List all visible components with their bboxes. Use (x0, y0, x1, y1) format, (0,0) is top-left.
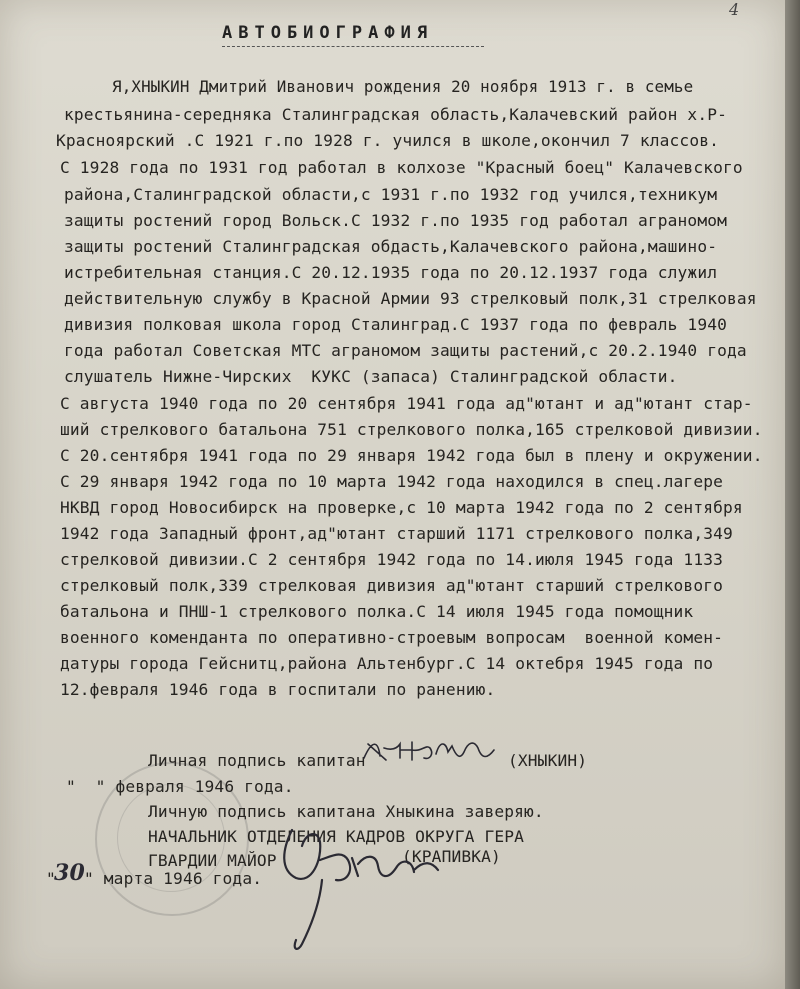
body-line: слушатель Нижне-Чирских КУКС (запаса) Сталинградской области. (64, 367, 678, 386)
certify-line: Личную подпись капитана Хныкина заверяю. (148, 802, 544, 821)
body-line: С 1928 года по 1931 год работал в колхозе "Красный боец" Калачевского (60, 158, 743, 177)
body-line: защиты ростений Сталинградская обдасть,Калачевского района,машино- (64, 237, 718, 256)
body-line: 1942 года Западный фронт,ад"ютант старший 1171 стрелкового полка,349 (60, 524, 733, 543)
body-line: стрелковой дивизии.С 2 сентября 1942 года по 14.июля 1945 года 1133 (60, 550, 724, 569)
body-line: стрелковый полк,339 стрелковая дивизия ад"ютант старший стрелкового (60, 576, 724, 595)
body-line: ший стрелкового батальона 751 стрелкового полка,165 стрелковой дивизии. (60, 420, 763, 439)
body-line: действительную службу в Красной Армии 93 стрелковый полк,31 стрелковая (64, 289, 757, 308)
body-line: батальона и ПНШ-1 стрелкового полка.С 14 июля 1945 года помощник (60, 602, 694, 621)
body-line: дивизия полковая школа город Сталинград.С 1937 года по февраль 1940 (64, 315, 728, 334)
body-line: крестьянина-середняка Сталинградская область,Калачевский район х.Р- (64, 105, 728, 124)
body-line: района,Сталинградской области,с 1931 г.по 1932 год учился,техникум (64, 185, 718, 204)
signature-name: (ХНЫКИН) (508, 751, 588, 770)
body-line: истребительная станция.С 20.12.1935 года по 20.12.1937 года служил (64, 263, 718, 282)
body-line: Я,ХНЫКИН Дмитрий Иванович рождения 20 ноября 1913 г. в семье (112, 77, 694, 96)
body-line: 12.февраля 1946 года в госпитали по ранению. (60, 680, 496, 699)
body-line: С 20.сентября 1941 года по 29 января 1942 года был в плену и окружении. (60, 446, 763, 465)
official-name: (КРАПИВКА) (402, 847, 501, 866)
body-line: Красноярский .С 1921 г.по 1928 г. учился в школе,окончил 7 классов. (56, 131, 720, 150)
date-line-march-prefix: " (46, 869, 56, 888)
date-line-march-day: 30 (54, 860, 85, 886)
body-line: защиты ростений город Вольск.С 1932 г.по 1935 год работал аграномом (64, 211, 728, 230)
body-line: военного коменданта по оперативно-строевым вопросам военной комен- (60, 628, 724, 647)
signature-label: Личная подпись капитан (148, 751, 366, 770)
document-title: АВТОБИОГРАФИЯ (222, 23, 434, 43)
body-line: НКВД город Новосибирск на проверке,с 10 марта 1942 года по 2 сентября (60, 498, 743, 517)
handwritten-signature-khnykin (360, 730, 500, 770)
body-line: С 29 января 1942 года по 10 марта 1942 года находился в спец.лагере (60, 472, 724, 491)
date-line-february: " " февраля 1946 года. (66, 777, 294, 796)
official-rank: ГВАРДИИ МАЙОР (148, 851, 277, 870)
page-edge (785, 0, 800, 989)
title-underline (222, 46, 484, 47)
official-title: НАЧАЛЬНИК ОТДЕЛЕНИЯ КАДРОВ ОКРУГА ГЕРА (148, 827, 525, 846)
body-line: года работал Советская МТС аграномом защиты растений,с 20.2.1940 года (64, 341, 747, 360)
handwritten-signature-official (262, 820, 462, 960)
body-line: датуры города Гейснитц,района Альтенбург.С 14 октебря 1945 года по (60, 654, 714, 673)
date-line-march: " марта 1946 года. (84, 869, 263, 888)
body-line: С августа 1940 года по 20 сентября 1941 года ад"ютант и ад"ютант стар- (60, 394, 753, 413)
page-number: 4 (729, 0, 740, 19)
